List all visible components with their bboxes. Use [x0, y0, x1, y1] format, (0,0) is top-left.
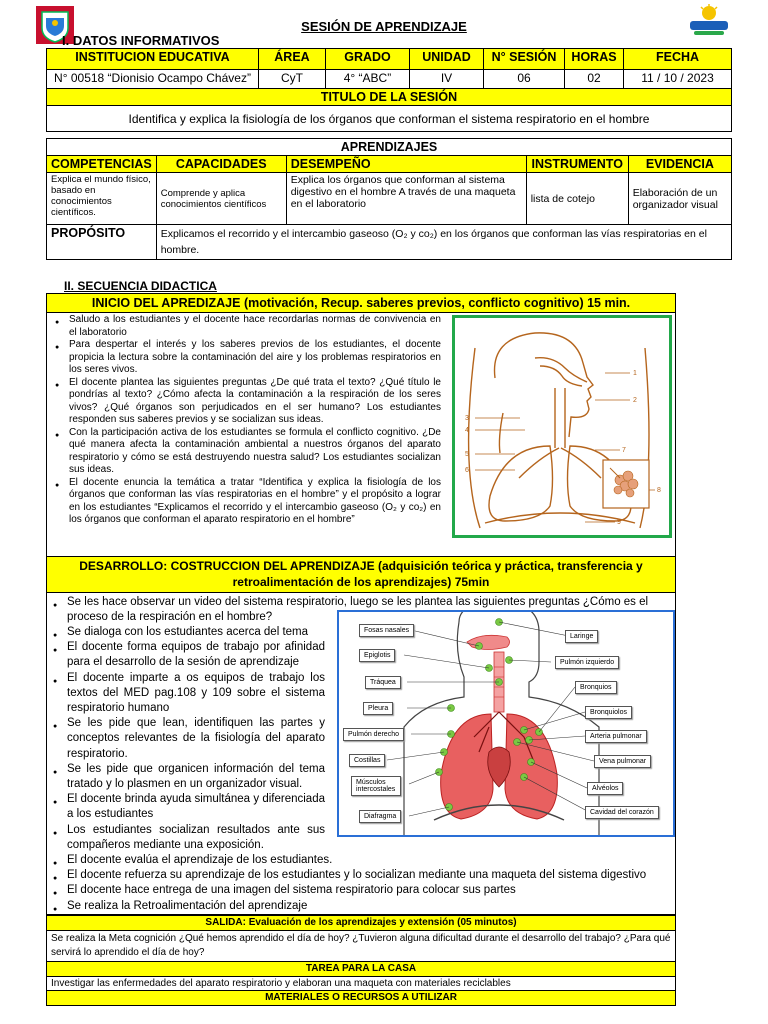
header-horas: HORAS — [565, 49, 624, 70]
fig2-label-bronquios: Bronquios — [575, 681, 617, 694]
header-grado: GRADO — [326, 49, 410, 70]
tarea-label: TAREA PARA LA CASA — [47, 962, 676, 977]
aprendizajes-table — [46, 138, 732, 260]
header-capacidades: CAPACIDADES — [156, 156, 286, 173]
header-evidencia: EVIDENCIA — [628, 156, 731, 173]
value-sesion: 06 — [484, 70, 565, 89]
desempeno-text: Explica los órganos que conforman al sistema digestivo en el hombre A través de una maqueta en el laboratorio — [286, 173, 526, 225]
respiratory-sketch-figure — [452, 315, 672, 538]
section-secuencia-didactica: II. SECUENCIA DIDACTICA — [64, 279, 217, 293]
desarrollo-item: ● El docente imparte a os equipos de trabajo los textos del MED pag.108 y 109 sobre el sistema respiratorio humano — [51, 671, 325, 717]
fig1-number: 7 — [622, 447, 626, 454]
desarrollo-item: ● El docente hace entrega de una imagen del sistema respiratorio para colocar sus partes — [51, 883, 671, 898]
fig2-label-fosas: Fosas nasales — [359, 624, 414, 637]
desarrollo-box — [46, 557, 676, 915]
salida-text: Se realiza la Meta cognición ¿Qué hemos aprendido el día de hoy? ¿Tuvieron alguna dificultad durante el desarrollo del trabajo? ¿Para qué servirá lo aprendido el día de hoy? — [47, 931, 676, 962]
value-area: CyT — [259, 70, 326, 89]
salida-label: SALIDA: Evaluación de los aprendizajes y extensión (05 minutos) — [47, 916, 676, 931]
header-area: ÁREA — [259, 49, 326, 70]
fig1-number: 2 — [633, 397, 637, 404]
desarrollo-label: DESARROLLO: COSTRUCCION DEL APRENDIZAJE (adquisición teórica y práctica, transferencia y retroalimentación de los aprendizajes) 75min — [47, 557, 675, 593]
session-title: Identifica y explica la fisiología de los órganos que conforman el sistema respiratorio en el hombre — [47, 106, 732, 132]
header-sesion: N° SESIÓN — [484, 49, 565, 70]
materiales-label: MATERIALES O RECURSOS A UTILIZAR — [47, 991, 676, 1006]
fig2-label-pulmon-izquierdo: Pulmón izquierdo — [555, 656, 619, 669]
fig2-label-bronquiolos: Bronquiolos — [585, 706, 632, 719]
desarrollo-item: ● El docente brinda ayuda simultánea y diferenciada a los estudiantes — [51, 792, 325, 822]
fig1-number: 4 — [465, 427, 469, 434]
header-institucion: INSTITUCION EDUCATIVA — [47, 49, 259, 70]
fig2-label-pleura: Pleura — [363, 702, 393, 715]
value-unidad: IV — [410, 70, 484, 89]
header-fecha: FECHA — [624, 49, 732, 70]
desarrollo-item: ● Se les pide que organicen información del tema tratado y lo plasmen en un organizador visual. — [51, 762, 325, 792]
capacidad-text: Comprende y aplica conocimientos científicos — [156, 173, 286, 225]
info-table — [46, 48, 732, 132]
fig2-label-laringe: Laringe — [565, 630, 598, 643]
inicio-item: ● Para despertar el interés y los saberes previos de los estudiantes, el docente propicia la lectura sobre la contaminación del aire y los problemas respiratorios en los seres vivos. — [53, 339, 441, 377]
respiratory-labeled-figure — [337, 610, 675, 837]
fig2-label-musculos: Músculos intercostales — [351, 776, 401, 796]
desarrollo-item: ● El docente refuerza su aprendizaje de los estudiantes y lo socializan mediante una maqueta del sistema digestivo — [51, 868, 671, 883]
value-fecha: 11 / 10 / 2023 — [624, 70, 732, 89]
fig1-number: 8 — [657, 487, 661, 494]
desarrollo-item: ● Se les pide que lean, identifiquen las partes y conceptos relevantes de la fisiología del aparato respiratorio. — [51, 716, 325, 762]
proposito-text: Explicamos el recorrido y el intercambio gaseoso (O₂ y co₂) en los órganos que conforman las vías respiratorias en el hombre. — [156, 225, 731, 260]
aprendizajes-label: APRENDIZAJES — [47, 139, 732, 156]
proposito-label: PROPÓSITO — [47, 225, 157, 260]
session-title-label: TITULO DE LA SESIÓN — [47, 89, 732, 106]
inicio-item: ● El docente plantea las siguientes preguntas ¿De qué trata el texto? ¿Qué título le pondrías al texto? ¿Cómo afecta la contaminación a la respiración de los seres vivos? ¿Qué órganos son perjudicados en el ser humano? Los estudiantes responden sus saberes previos y se socializan sus ideas. — [53, 377, 441, 427]
fig1-number: 6 — [465, 467, 469, 474]
desarrollo-item: ● El docente forma equipos de trabajo por afinidad para el desarrollo de la sesión de aprendizaje — [51, 640, 325, 670]
evidencia-text: Elaboración de un organizador visual — [628, 173, 731, 225]
fig2-label-diafragma: Diafragma — [359, 810, 401, 823]
value-institucion: N° 00518 “Dionisio Ocampo Chávez” — [47, 70, 259, 89]
desarrollo-item: ● Se dialoga con los estudiantes acerca del tema — [51, 625, 325, 640]
inicio-label: INICIO DEL APREDIZAJE (motivación, Recup. saberes previos, conflicto cognitivo) 15 min. — [47, 294, 675, 313]
value-grado: 4° “ABC” — [326, 70, 410, 89]
desarrollo-item: ● Se les hace observar un video del sistema respiratorio, luego se les plantea las siguientes preguntas ¿Cómo es el proceso de la respiración en el hombre? — [51, 595, 671, 625]
fig2-label-costillas: Costillas — [349, 754, 385, 767]
section-datos-informativos: I. DATOS INFORMATIVOS — [62, 33, 220, 48]
inicio-list — [53, 314, 441, 527]
fig1-number: 3 — [465, 415, 469, 422]
header-unidad: UNIDAD — [410, 49, 484, 70]
inicio-item: ● Saludo a los estudiantes y el docente hace recordarlas normas de convivencia en el laboratorio — [53, 314, 441, 339]
header-instrumento: INSTRUMENTO — [526, 156, 628, 173]
cierre-table — [46, 915, 676, 1006]
fig2-label-alveolos: Alvéolos — [587, 782, 623, 795]
desarrollo-item: ● Se realiza la Retroalimentación del aprendizaje — [51, 899, 671, 914]
inicio-item: ● El docente enuncia la temática a tratar “Identifica y explica la fisiología de los órganos que conforman las vías respiratorias en el hombre” y el propósito a lograr en los estudiantes “Explicamos el recorrido y el intercambio gaseoso (O₂ y co₂) en los órganos que conforman el aparato respiratorio en el hombre” — [53, 477, 441, 527]
fig2-label-pulmon-derecho: Pulmón derecho — [343, 728, 404, 741]
desarrollo-item: ● Los estudiantes socializan resultados ante sus compañeros mediante una exposición. — [51, 823, 325, 853]
page-title: SESIÓN DE APRENDIZAJE — [301, 19, 467, 34]
fig2-label-vena: Vena pulmonar — [594, 755, 651, 768]
instrumento-text: lista de cotejo — [526, 173, 628, 225]
fig2-label-epiglotis: Epiglotis — [359, 649, 395, 662]
fig1-number: 5 — [465, 451, 469, 458]
desarrollo-item: ● El docente evalúa el aprendizaje de los estudiantes. — [51, 853, 671, 868]
header-desempeno: DESEMPEÑO — [286, 156, 526, 173]
competencia-text: Explica el mundo físico, basado en conocimientos científicos. — [47, 173, 157, 225]
fig2-label-arteria: Arteria pulmonar — [585, 730, 647, 743]
fig1-number: 1 — [633, 370, 637, 377]
tarea-text: Investigar las enfermedades del aparato respiratorio y elaboran una maqueta con materiales reciclables — [47, 977, 676, 991]
fig2-label-cavidad: Cavidad del corazón — [585, 806, 659, 819]
fig1-number: 9 — [617, 519, 621, 526]
inicio-item: ● Con la participación activa de los estudiantes se formula el conflicto cognitivo. ¿De qué manera afecta la contaminación ambiental a nuestros órganos del aparato respiratorio y cómo se está destruyendo nuestra salud? Los estudiantes socializan sus ideas. — [53, 427, 441, 477]
fig2-label-traquea: Tráquea — [365, 676, 401, 689]
desarrollo-list — [51, 625, 325, 853]
value-horas: 02 — [565, 70, 624, 89]
inicio-box — [46, 293, 676, 557]
header-competencias: COMPETENCIAS — [47, 156, 157, 173]
